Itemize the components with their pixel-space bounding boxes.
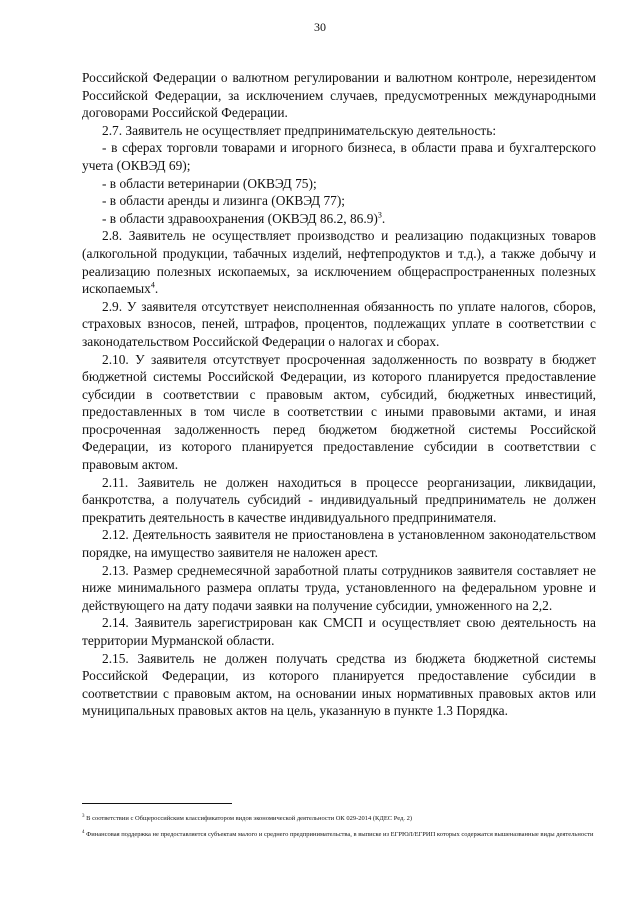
paragraph xyxy=(82,298,596,351)
footnote-divider xyxy=(82,803,232,804)
paragraph xyxy=(82,351,596,474)
paragraph-text: 2.7. Заявитель не осуществляет предпринимательскую деятельность: xyxy=(102,122,497,138)
paragraph-text: 2.9. У заявителя отсутствует неисполненная обязанность по уплате налогов, сборов, страховых взносов, пеней, штрафов, процентов, подлежащих уплате в соответствии с законодательством Российской Федерации о налогах и сборах. xyxy=(82,298,596,349)
paragraph-text: - в области аренды и лизинга (ОКВЭД 77); xyxy=(102,193,346,209)
footnote-ref: 3 xyxy=(377,210,382,220)
paragraph xyxy=(82,192,596,210)
footnote-text: В соответствии с Общероссийским классификатором видов экономической деятельности ОК 029-2014 (КДЕС Ред. 2) xyxy=(84,815,413,822)
paragraph-text: - в сферах торговли товарами и игорного бизнеса, в области права и бухгалтерского учета (ОКВЭД 69); xyxy=(82,140,596,173)
paragraph xyxy=(82,69,596,122)
paragraph xyxy=(82,227,596,297)
paragraph-text: 2.13. Размер среднемесячной заработной платы сотрудников заявителя составляет не ниже минимального размера оплаты труда, установленного на федеральном уровне и действующего на дату подачи заявки на получение субсидии, умноженного на 2,2. xyxy=(82,562,596,613)
paragraph xyxy=(82,562,596,615)
paragraph-text: 2.8. Заявитель не осуществляет производство и реализацию подакцизных товаров (алкогольной продукции, табачных изделий, нефтепродуктов и т.д.), а также добычу и реализацию полезных ископаемых, за исключением общераспространенных полезных ископаемых xyxy=(82,228,596,297)
paragraph xyxy=(82,122,596,140)
paragraph-text: - в области здравоохранения (ОКВЭД 86.2, 86.9) xyxy=(102,210,378,226)
paragraph xyxy=(82,175,596,193)
paragraph-text: 2.11. Заявитель не должен находиться в процессе реорганизации, ликвидации, банкротства, а получатель субсидий - индивидуальный предприниматель не должен прекратить деятельность в качестве индивидуального предпринимателя. xyxy=(82,474,596,525)
page-number: 30 xyxy=(314,20,326,34)
document-body xyxy=(82,69,596,720)
paragraph xyxy=(82,650,596,720)
paragraph-text: 2.14. Заявитель зарегистрирован как СМСП и осуществляет свою деятельность на территории Мурманской области. xyxy=(82,615,596,648)
paragraph xyxy=(82,526,596,561)
paragraph-punctuation: . xyxy=(154,281,159,297)
paragraph-punctuation: . xyxy=(381,210,386,226)
footnotes xyxy=(82,814,596,846)
footnote-mark: 3 xyxy=(82,813,85,819)
paragraph-text: - в области ветеринарии (ОКВЭД 75); xyxy=(102,175,317,191)
footnote xyxy=(82,830,596,840)
paragraph xyxy=(82,139,596,174)
paragraph-text: 2.15. Заявитель не должен получать средства из бюджета бюджетной системы Российской Федерации, из которого планируется предоставление субсидии в соответствии с правовым актом, на основании иных нормативных правовых актов или муниципальных правовых актов на цель, указанную в пункте 1.3 Порядка. xyxy=(82,650,596,719)
paragraph-text: 2.12. Деятельность заявителя не приостановлена в установленном законодательством порядке, на имущество заявителя не наложен арест. xyxy=(82,527,596,561)
paragraph xyxy=(82,614,596,649)
paragraph-text: Российской Федерации о валютном регулировании и валютном контроле, нерезидентом Российской Федерации, за исключением случаев, предусмотренных международными договорами Российской Федерации. xyxy=(82,70,596,121)
footnote-text: Финансовая поддержка не предоставляется субъектам малого и среднего предпринимательства, в выписке из ЕГРЮЛ/ЕГРИП которых содержатся вышеназванные виды деятельности xyxy=(84,831,594,838)
footnote-ref: 4 xyxy=(150,280,155,290)
paragraph xyxy=(82,474,596,527)
footnote-mark: 4 xyxy=(82,829,85,835)
paragraph xyxy=(82,210,596,228)
paragraph-text: 2.10. У заявителя отсутствует просроченная задолженность по возврату в бюджет бюджетной системы Российской Федерации, из которого планируется предоставление субсидии в соответствии с правовым актом, субсидий, бюджетных инвестиций, предоставленных в том числе в соответствии с иными правовыми актами, и иная просроченная задолженность перед бюджетом бюджетной системы Российской Федерации, из которого планируется предоставление субсидии в соответствии с правовым актом. xyxy=(82,351,596,473)
footnote xyxy=(82,814,596,824)
